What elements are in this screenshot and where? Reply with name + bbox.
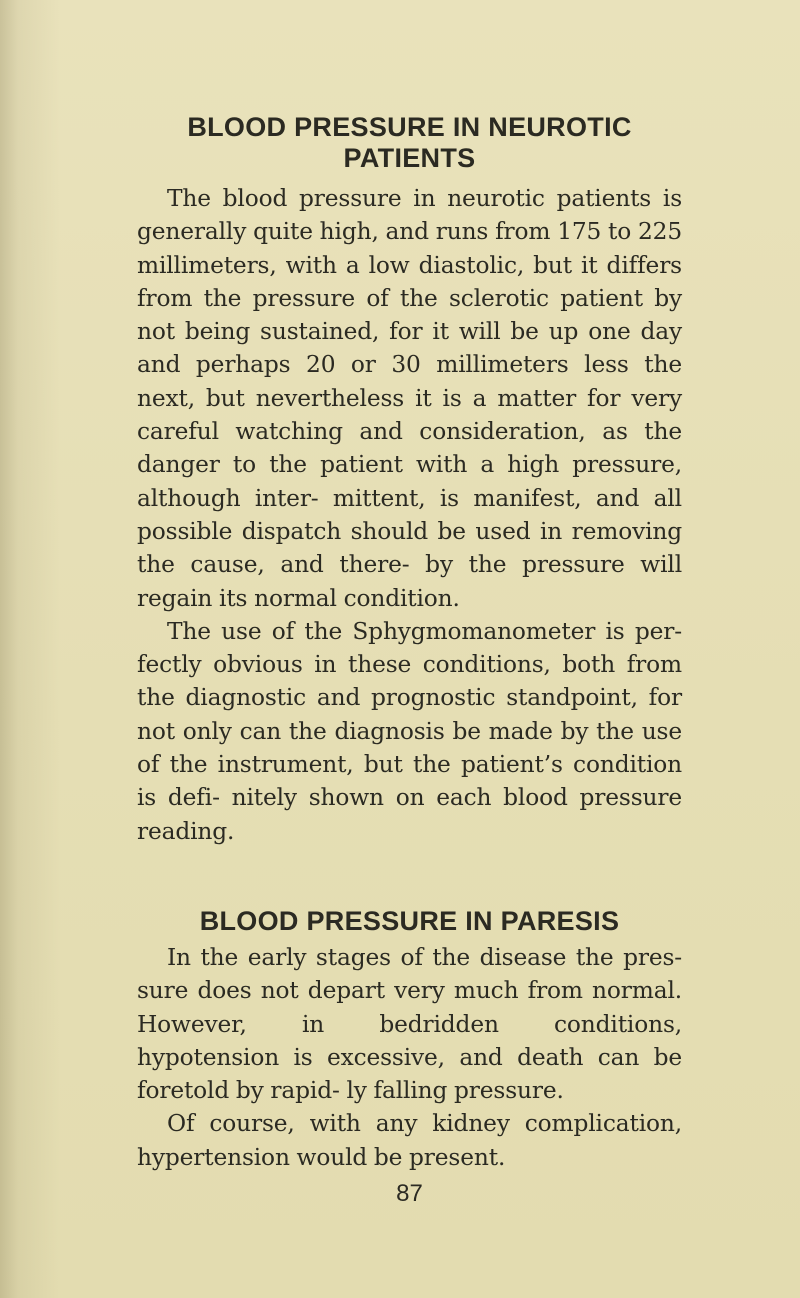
paragraph-paresis-2: Of course, with any kidney complication, hypertension would be present. (137, 1110, 682, 1171)
heading-line-2: PATIENTS (343, 143, 476, 173)
heading-line-1: BLOOD PRESSURE IN NEUROTIC (187, 112, 632, 142)
page-number: 87 (396, 1180, 423, 1208)
page-content (137, 112, 682, 1208)
paragraph-paresis-1: In the early stages of the disease the pres- sure does not depart very much from normal. However, in bedridden conditions, hypotension is excessive, and death can be foretold by rapid- ly falling pressure. (137, 943, 682, 1105)
section-heading-neurotic (137, 112, 682, 174)
section-heading-paresis: BLOOD PRESSURE IN PARESIS (199, 905, 620, 936)
paragraph-neurotic-1: The blood pressure in neurotic patients is generally quite high, and runs from 175 to 225 millimeters, with a low diastolic, but it differs from the pressure of the sclerotic patient by not being sustained, for it will be up one day and perhaps 20 or 30 millimeters less the next, but nevertheless it is a matter for very careful watching and consideration, as the danger to the patient with a high pressure, although inter- mittent, is manifest, and all possible dispatch should be used in removing the cause, and there- by the pressure will regain its normal condition. (137, 185, 682, 612)
paragraph-neurotic-2: The use of the Sphygmomanometer is per- fectly obvious in these conditions, both from the diagnostic and prognostic standpoint, for not only can the diagnosis be made by the use of the instrument, but the patient’s condition is defi- nitely shown on each blood pressure reading. (137, 617, 682, 845)
